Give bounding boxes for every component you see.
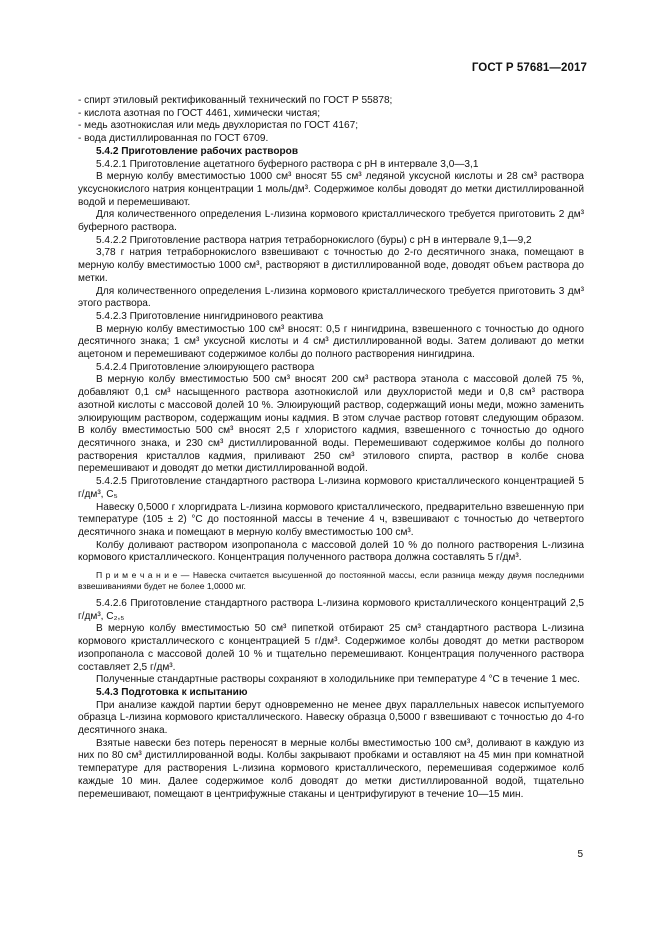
subsection-heading-5-4-2-4: 5.4.2.4 Приготовление элюирующего раствора bbox=[96, 361, 315, 373]
reagent-list-item: - кислота азотная по ГОСТ 4461, химически чистая; bbox=[78, 107, 321, 119]
subsection-heading-5-4-2-6: 5.4.2.6 Приготовление стандартного раствора L-лизина кормового кристаллического концентраций 2,5 г/дм³, C₂,₅ bbox=[78, 598, 584, 622]
subsection-heading-5-4-2-2: 5.4.2.2 Приготовление раствора натрия тетраборнокислого (буры) с pH в интервале 9,1—9,2 bbox=[96, 234, 532, 246]
paragraph: Навеску 0,5000 г хлоргидрата L-лизина кормового кристаллического, предварительно взвешенную при температуре (105 ± 2) °С до постоянной массы в течение 4 ч, взвешивают с точностью до четвертого десятичного знака и помещают в мерную колбу вместимостью 100 см³. bbox=[78, 501, 584, 538]
subsection-heading-5-4-2-3: 5.4.2.3 Приготовление нингидринового реактива bbox=[96, 310, 324, 322]
note: П р и м е ч а н и е — Навеска считается высушенной до постоянной массы, если разница между двумя последними взвешиваниями будет не более 1,0000 мг. bbox=[78, 570, 584, 592]
paragraph: В мерную колбу вместимостью 500 см³ вносят 200 см³ раствора этанола с массовой долей 75 %, добавляют 0,1 см³ насыщенного раствора азотнокислой или двухлористой меди и 0,8 см³ раствора азотной кислоты с массовой долей 10 %. Элюирующий раствор, содержащий ионы меди, можно заменить элюирующим раствором, содержащим ионы кадмия. В этом случае раствор готовят следующим образом. В колбу вместимостью 500 см³ вносят 2,5 г хлористого кадмия, взвешенного с точностью до одного десятичного знака, и 230 см³ дистиллированной воды. Перемешивают содержимое колбы до полного растворения кристаллов кадмия, приливают 250 см³ этилового спирта, раствор в колбе снова перемешивают и доводят до метки дистиллированной водой. bbox=[78, 374, 584, 475]
paragraph: В мерную колбу вместимостью 1000 см³ вносят 55 см³ ледяной уксусной кислоты и 28 см³ раствора уксуснокислого натрия концентрации 1 моль/дм³. Содержимое колбы доводят до метки дистиллированной водой и перемешивают. bbox=[78, 171, 584, 208]
section-heading-5-4-2: 5.4.2 Приготовление рабочих растворов bbox=[96, 145, 299, 157]
paragraph: Взятые навески без потерь переносят в мерные колбы вместимостью 100 см³, доливают в каждую из них по 80 см³ дистиллированной воды. Колбы закрывают пробками и оставляют на 45 мин при комнатной температуре для растворения L-лизина кормового кристаллического, перемешивая содержимое колб каждые 10 мин. Далее содержимое колб доводят до метки дистиллированной водой, тщательно перемешивают, помещают в центрифужные стаканы и центрифугируют в течение 10—15 мин. bbox=[78, 737, 584, 800]
reagent-list-item: - медь азотнокислая или медь двухлористая по ГОСТ 4167; bbox=[78, 120, 359, 132]
paragraph: При анализе каждой партии берут одновременно не менее двух параллельных навесок испытуемого образца L-лизина кормового кристаллического. Навеску образца 0,5000 г взвешивают с точностью до 4-го десятичного знака. bbox=[78, 699, 584, 737]
page-number: 5 bbox=[577, 849, 583, 860]
standard-code-header: ГОСТ Р 57681—2017 bbox=[471, 62, 587, 74]
subsection-heading-5-4-2-1: 5.4.2.1 Приготовление ацетатного буферного раствора с pH в интервале 3,0—3,1 bbox=[96, 158, 479, 170]
paragraph: Колбу доливают раствором изопропанола с массовой долей 10 % до полного растворения L-лизина кормового кристаллического. Концентрация полученного раствора должна составлять 5 г/дм³. bbox=[78, 539, 584, 564]
reagent-list-item: - вода дистиллированная по ГОСТ 6709. bbox=[78, 133, 269, 145]
paragraph: В мерную колбу вместимостью 100 см³ вносят: 0,5 г нингидрина, взвешенного с точностью до одного десятичного знака; 1 см³ уксусной кислоты и 4 см³ дистиллированной воды. Затем доливают до метки ацетоном и перемешивают содержимое колбы до полного растворения нингидрина. bbox=[78, 323, 584, 361]
paragraph: Полученные стандартные растворы сохраняют в холодильнике при температуре 4 °С в течение 1 мес. bbox=[96, 674, 580, 686]
reagent-list-item: - спирт этиловый ректификованный технический по ГОСТ Р 55878; bbox=[78, 95, 393, 106]
document-body bbox=[78, 95, 584, 801]
paragraph: Для количественного определения L-лизина кормового кристаллического требуется приготовить 2 дм³ буферного раствора. bbox=[78, 209, 584, 234]
paragraph: В мерную колбу вместимостью 50 см³ пипеткой отбирают 25 см³ стандартного раствора L-лизина кормового кристаллического с концентрацией 5 г/дм³. Содержимое колбы доводят до метки раствором изопропанола с массовой долей 10 % и тщательно перемешивают. Концентрация полученного раствора составляет 2,5 г/дм³. bbox=[78, 623, 584, 673]
section-heading-5-4-3: 5.4.3 Подготовка к испытанию bbox=[96, 686, 248, 698]
subsection-heading-5-4-2-5: 5.4.2.5 Приготовление стандартного раствора L-лизина кормового кристаллического концентрацией 5 г/дм³, C₅ bbox=[78, 476, 584, 500]
paragraph: Для количественного определения L-лизина кормового кристаллического требуется приготовить 3 дм³ этого раствора. bbox=[78, 285, 584, 310]
paragraph: 3,78 г натрия тетраборнокислого взвешивают с точностью до 2-го десятичного знака, помещают в мерную колбу вместимостью 1000 см³, растворяют в дистиллированной воде, доводят объем раствора до метки. bbox=[78, 247, 584, 284]
